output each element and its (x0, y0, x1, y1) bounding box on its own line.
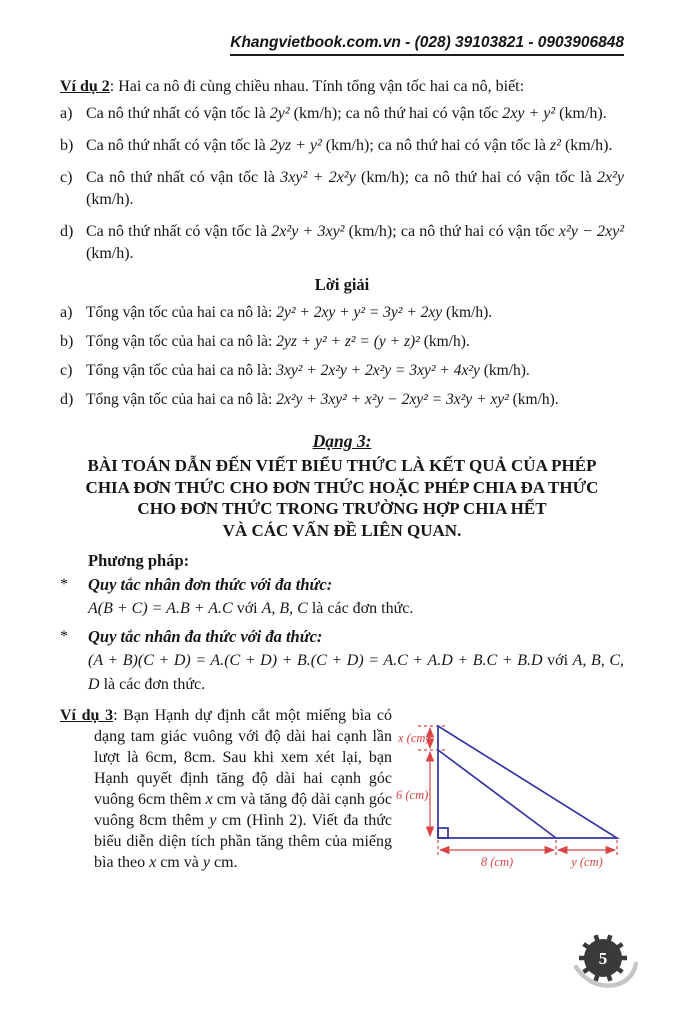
page-number-badge (566, 925, 640, 1001)
example3-label: Ví dụ 3 (60, 707, 114, 724)
method-rule-1 (60, 573, 624, 621)
item-text: Tổng vận tốc của hai ca nô là: 2x²y + 3xy² + x²y − 2xy² = 3x²y + xy² (km/h). (86, 391, 559, 408)
section3-title-line: VÀ CÁC VẤN ĐỀ LIÊN QUAN. (222, 520, 462, 540)
rule-name: Quy tắc nhân đa thức với đa thức: (88, 627, 323, 646)
item-text: Tổng vận tốc của hai ca nô là: 3xy² + 2x²y + 2x²y = 3xy² + 4x²y (km/h). (86, 362, 530, 379)
item-marker: c) (60, 169, 73, 186)
solution-title: Lời giải (314, 275, 370, 294)
item-text: Ca nô thứ nhất có vận tốc là 2y² (km/h); ca nô thứ hai có vận tốc 2xy + y² (km/h). (86, 105, 607, 122)
figure-label-y: y (cm) (571, 855, 603, 869)
item-text: Ca nô thứ nhất có vận tốc là 2x²y + 3xy² (km/h); ca nô thứ hai có vận tốc x²y − 2xy² (km/h). (86, 223, 625, 262)
item-marker: c) (60, 362, 73, 379)
item-text: Ca nô thứ nhất có vận tốc là 3xy² + 2x²y (km/h); ca nô thứ hai có vận tốc là 2x²y (km/h). (86, 169, 625, 208)
example3-text (60, 705, 392, 886)
page-number: 5 (598, 949, 608, 968)
page-header (60, 34, 624, 56)
section3-title-line: BÀI TOÁN DẪN ĐẾN VIẾT BIỂU THỨC LÀ KẾT QUẢ CỦA PHÉP (87, 456, 597, 475)
bullet-asterisk: * (60, 576, 68, 593)
right-triangle-shapes (438, 726, 617, 838)
outer-triangle (438, 726, 617, 838)
section3-title (60, 455, 624, 541)
example3-body: : Bạn Hạnh dự định cắt một miếng bìa có dạng tam giác vuông với độ dài hai cạnh lần lượt là 6cm, 8cm. Sau khi xem xét lại, bạn Hạnh quyết định tăng độ dài hai cạnh góc vuông 6cm thêm x cm và tăng độ dài cạnh góc vuông 8cm thêm y cm (Hình 2). Viết đa thức biểu diễn diện tích phần tăng thêm của miếng bìa theo x cm và y cm. (94, 707, 393, 871)
section3-label: Dạng 3: (312, 431, 372, 451)
item-text: Tổng vận tốc của hai ca nô là: 2y² + 2xy + y² = 3y² + 2xy (km/h). (86, 304, 493, 321)
figure-label-8: 8 (cm) (480, 855, 514, 869)
solution-item-b (60, 331, 624, 353)
example3-section (60, 705, 674, 886)
rule-name: Quy tắc nhân đơn thức với đa thức: (88, 575, 333, 594)
section3-title-line: CHIA ĐƠN THỨC CHO ĐƠN THỨC HOẶC PHÉP CHIA ĐA THỨC (85, 477, 599, 497)
item-marker: d) (60, 391, 74, 408)
item-text: Ca nô thứ nhất có vận tốc là 2yz + y² (km/h); ca nô thứ hai có vận tốc là z² (km/h). (86, 137, 613, 154)
item-marker: b) (60, 333, 74, 350)
section3-header (60, 431, 624, 452)
triangle-figure-svg (394, 709, 676, 881)
method-title: Phương pháp: (88, 551, 190, 570)
page-badge-svg (566, 925, 640, 1001)
example2-item-a (60, 103, 624, 125)
dimension-arrows (430, 728, 615, 850)
header-contact-text: Khangvietbook.com.vn - (028) 39103821 - 0903906848 (230, 34, 624, 56)
example2-intro (60, 76, 624, 98)
rule-formula: A(B + C) = A.B + A.C với A, B, C là các đơn thức. (88, 600, 414, 617)
item-text: Tổng vận tốc của hai ca nô là: 2yz + y² + z² = (y + z)² (km/h). (86, 333, 470, 350)
rule-formula: (A + B)(C + D) = A.(C + D) + B.(C + D) = A.C + A.D + B.C + B.D với A, B, C, D là các đơn thức. (88, 652, 625, 693)
example2-item-b (60, 135, 624, 157)
example2-intro-text: : Hai ca nô đi cùng chiều nhau. Tính tổng vận tốc hai ca nô, biết: (109, 78, 525, 95)
figure-label-6: 6 (cm) (396, 788, 429, 802)
example2-item-d (60, 221, 624, 265)
figure-label-x: x (cm) (398, 731, 430, 745)
item-marker: a) (60, 304, 73, 321)
solution-item-d (60, 389, 624, 411)
item-marker: d) (60, 223, 74, 240)
item-marker: a) (60, 105, 73, 122)
right-angle-marker (438, 828, 448, 838)
example2-label: Ví dụ 2 (60, 78, 110, 95)
bullet-asterisk: * (60, 628, 68, 645)
item-marker: b) (60, 137, 74, 154)
solution-item-c (60, 360, 624, 382)
method-rule-2 (60, 625, 624, 697)
section3-title-line: CHO ĐƠN THỨC TRONG TRƯỜNG HỢP CHIA HẾT (137, 499, 547, 518)
example2-item-c (60, 167, 624, 211)
solution-item-a (60, 302, 624, 324)
figure-hinh2 (392, 705, 676, 886)
